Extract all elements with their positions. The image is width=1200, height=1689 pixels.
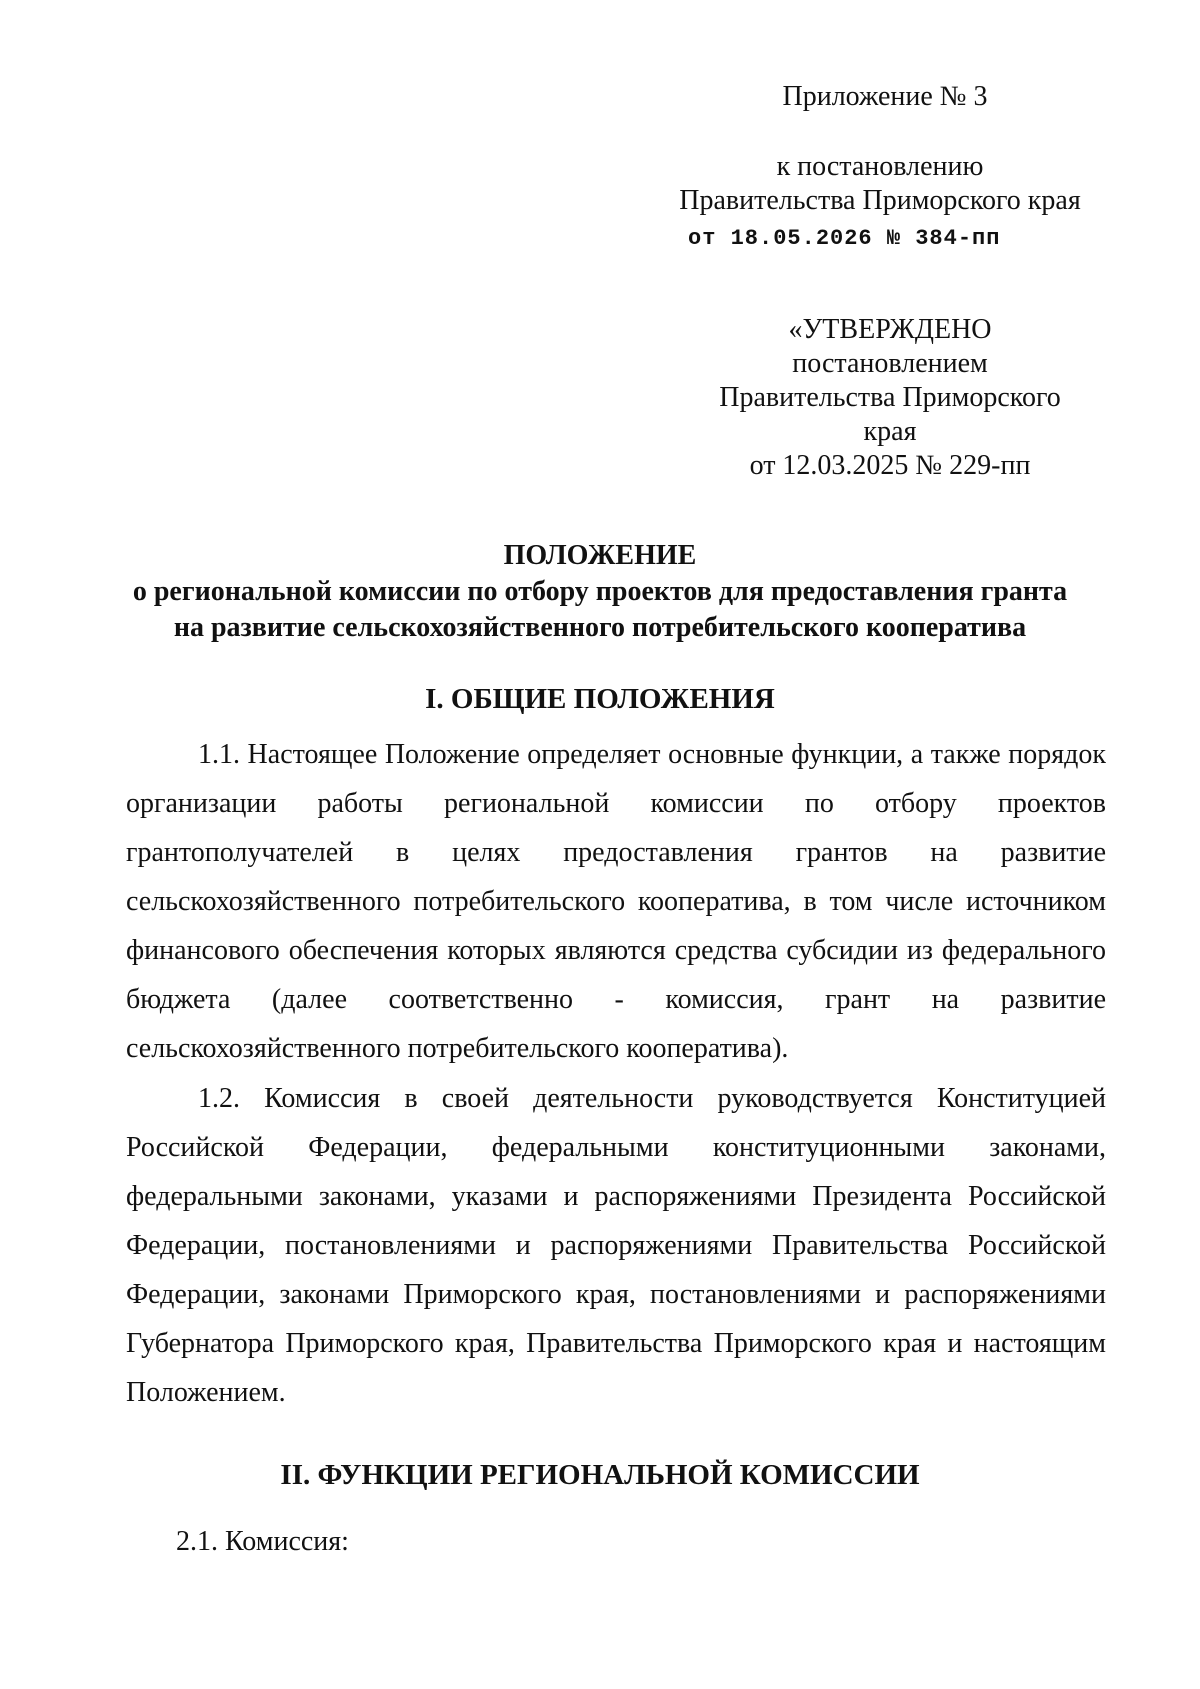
approval-block: [690, 313, 1090, 483]
appendix-label: [780, 80, 990, 114]
appendix-number: Приложение № 3: [782, 81, 988, 112]
approval-line-1: «УТВЕРЖДЕНО: [788, 314, 992, 345]
document-title: [100, 538, 1100, 646]
resolution-reference: [660, 150, 1100, 256]
approval-line-3: Правительства Приморского края: [719, 382, 1061, 447]
paragraph-2-1: 2.1. Комиссия:: [176, 1526, 349, 1557]
resolution-line-1: к постановлению: [776, 151, 984, 182]
title-main: ПОЛОЖЕНИЕ: [503, 540, 697, 571]
paragraph-1-1: 1.1. Настоящее Положение определяет основные функции, а также порядок организации работы региональной комиссии по отбору проектов грантополучателей в целях предоставления грантов на развитие сельскохозяйственного потребительского кооператива, в том числе источником финансового обеспечения которых являются средства субсидии из федерального бюджета (далее соответственно - комиссия, грант на развитие сельскохозяйственного потребительского кооператива).: [126, 739, 1106, 1064]
paragraph-1-2: 1.2. Комиссия в своей деятельности руководствуется Конституцией Российской Федерации, федеральными конституционными законами, федеральными законами, указами и распоряжениями Президента Российской Федерации, постановлениями и распоряжениями Правительства Российской Федерации, законами Приморского края, постановлениями и распоряжениями Губернатора Приморского края, Правительства Приморского края и настоящим Положением.: [126, 1083, 1106, 1408]
resolution-line-2: Правительства Приморского края: [679, 185, 1081, 216]
title-sub-line-1: о региональной комиссии по отбору проектов для предоставления гранта: [132, 576, 1068, 607]
section-1-heading: I. ОБЩИЕ ПОЛОЖЕНИЯ: [425, 683, 775, 715]
title-sub-line-2: на развитие сельскохозяйственного потребительского кооператива: [173, 612, 1027, 643]
resolution-date-stamp: от 18.05.2026 № 384-пп: [688, 226, 1001, 251]
approval-line-2: постановлением: [792, 348, 988, 379]
section-2-heading: II. ФУНКЦИИ РЕГИОНАЛЬНОЙ КОМИССИИ: [280, 1459, 920, 1491]
approval-line-4: от 12.03.2025 № 229-пп: [749, 450, 1031, 481]
